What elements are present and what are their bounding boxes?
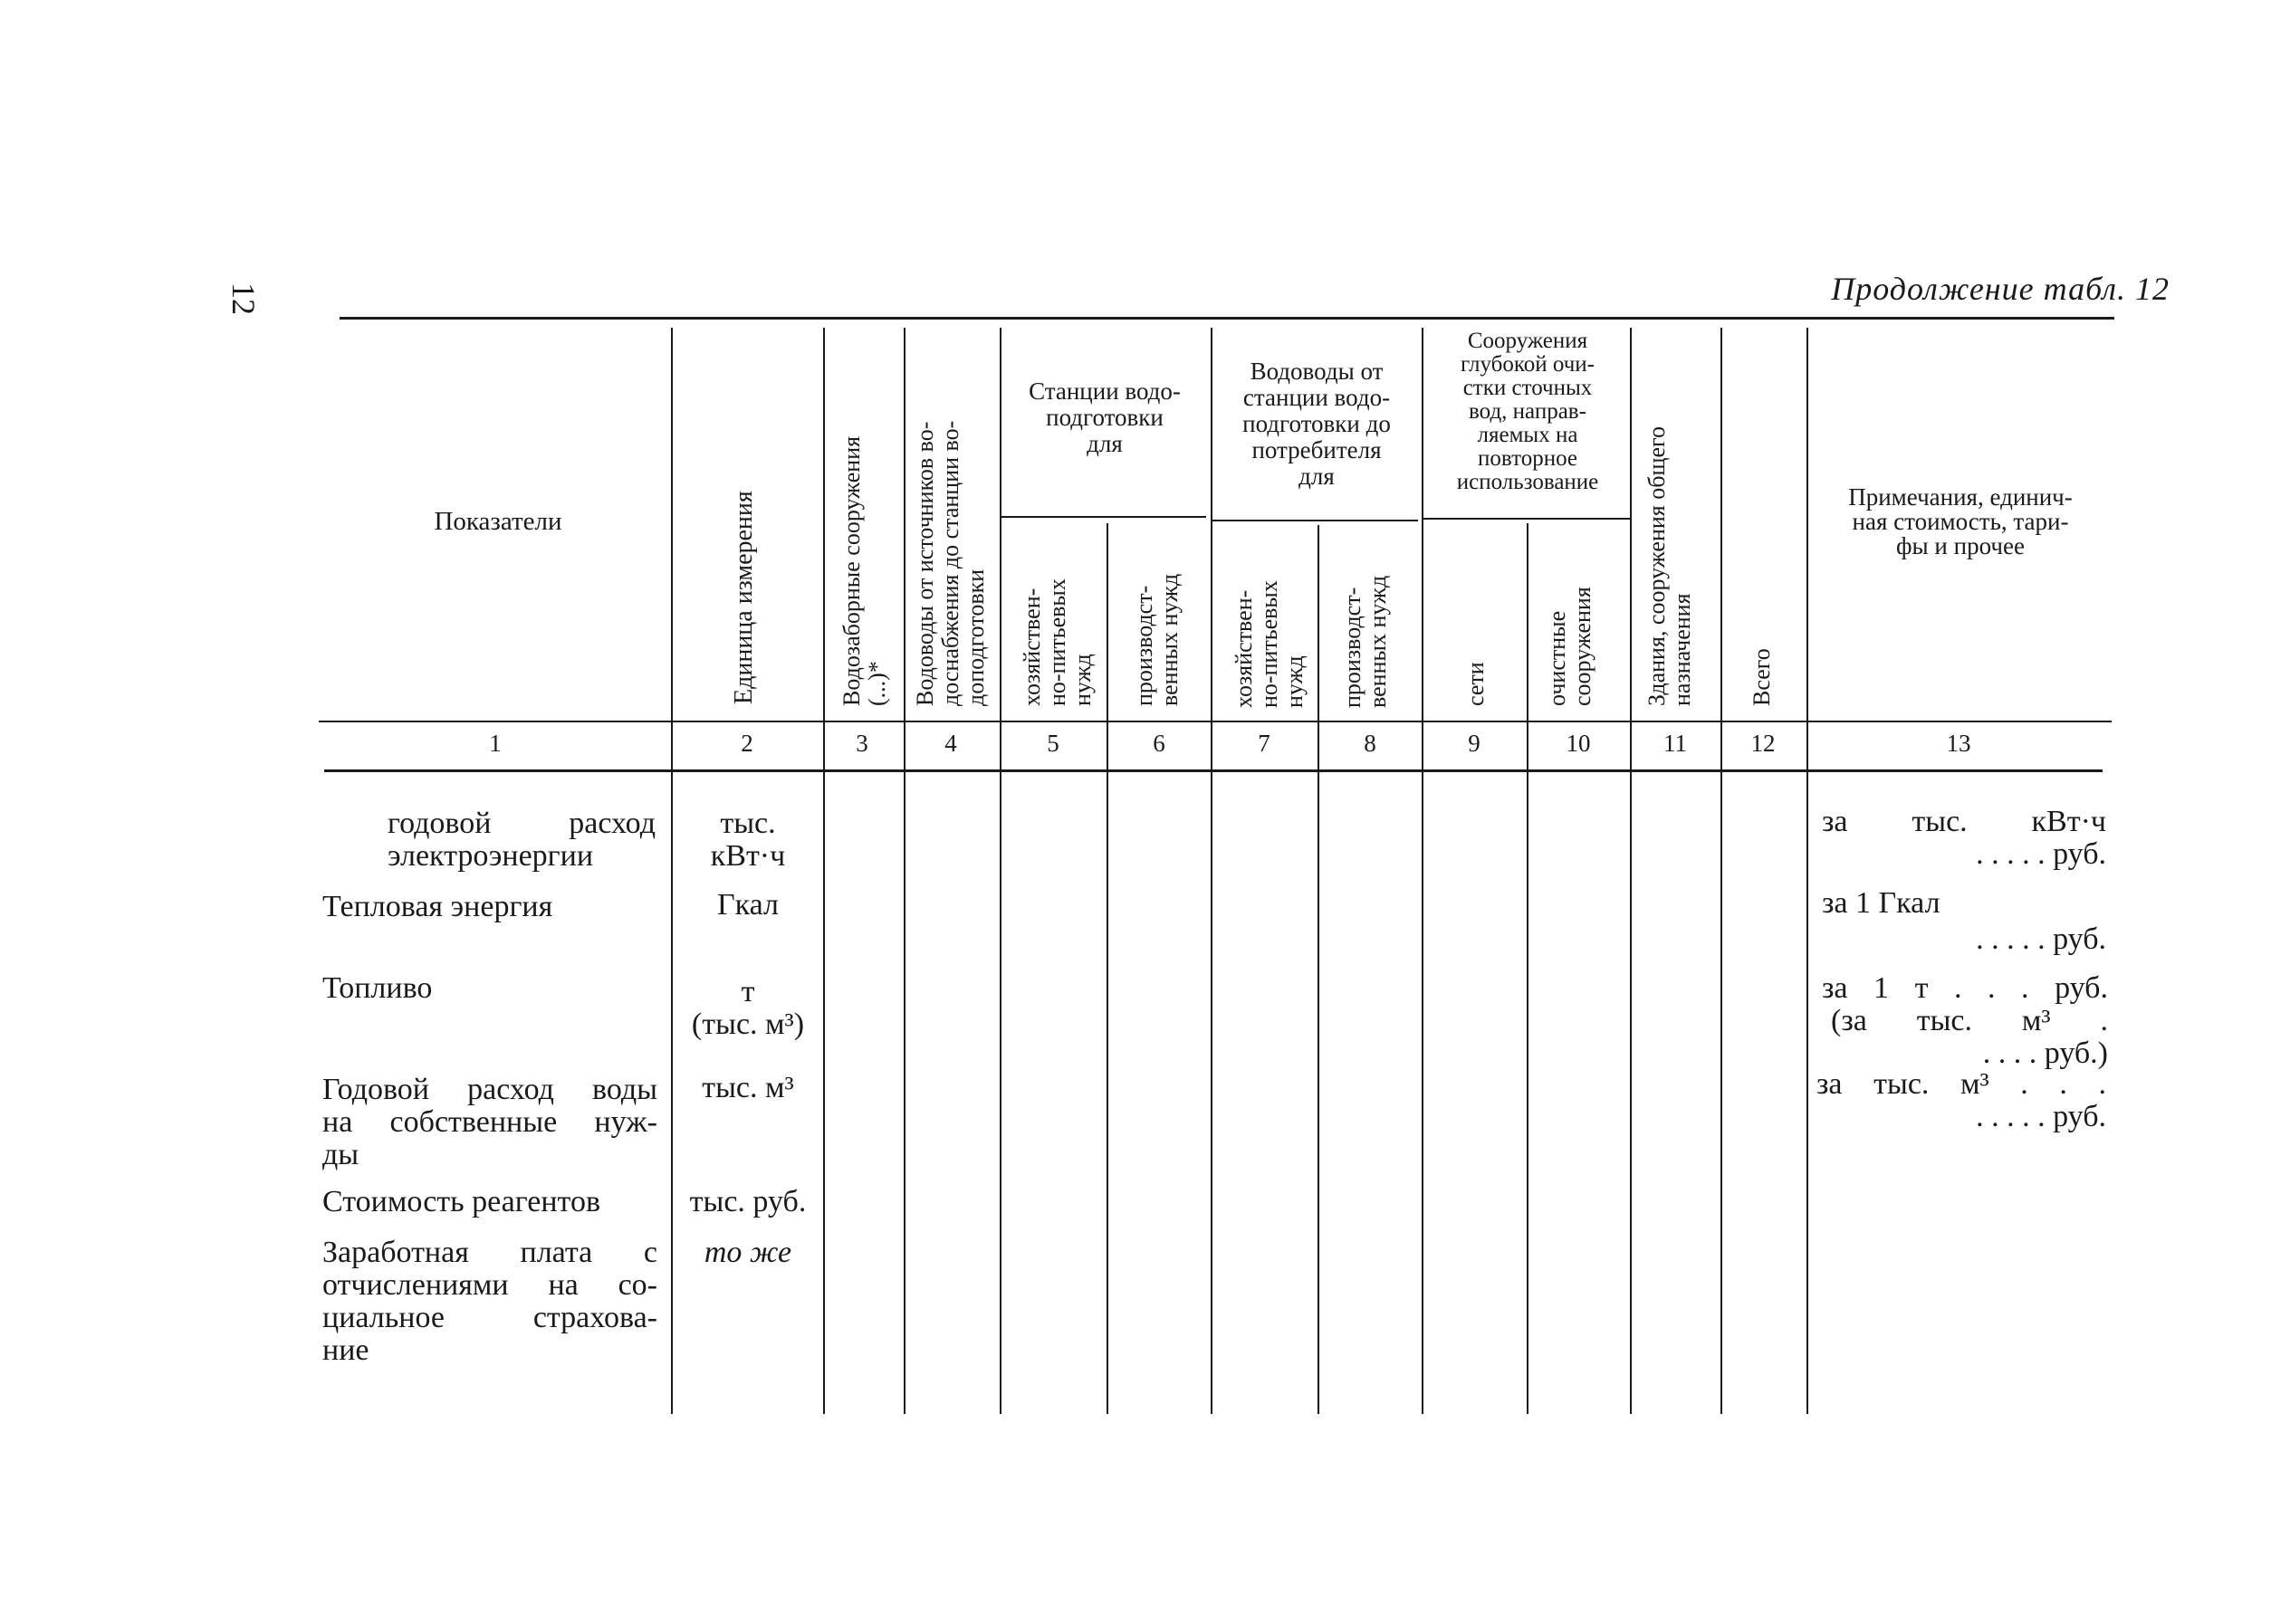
col-divider-7 — [1318, 525, 1319, 1414]
table-row-fuel-unit — [679, 976, 817, 1041]
group-9-10-rule — [1423, 518, 1630, 520]
header-col13-line1: Примечания, единич- — [1848, 483, 2073, 511]
row6-indicator-line3: циальное страхова- — [322, 1301, 657, 1334]
header-group-9-10-line2: глубокой очи- — [1461, 352, 1595, 377]
header-group-7-8-line1: Водоводы от — [1250, 358, 1384, 385]
row3-note-line2: (за тыс. м³ . — [1831, 1004, 2108, 1037]
col-divider-5 — [1107, 523, 1108, 1414]
table-caption: Продолжение табл. 12 — [1831, 271, 2170, 307]
header-group-7-8-line3: подготовки до — [1242, 410, 1391, 437]
column-number-8: 8 — [1364, 730, 1376, 757]
header-group-9-10-line3: стки сточных — [1462, 376, 1593, 400]
column-number-3: 3 — [856, 730, 868, 757]
header-col5-line3: нужд — [1069, 654, 1096, 706]
header-unit: Единица измерения — [730, 491, 758, 704]
header-col11 — [1644, 342, 1695, 706]
header-group-7-8-line4: потребителя — [1251, 436, 1382, 463]
header-group-5-6-line1: Станции водо- — [1029, 377, 1181, 405]
header-group-5-6-line2: подготовки — [1046, 404, 1164, 431]
table-top-rule — [340, 317, 2114, 320]
header-col10 — [1545, 554, 1595, 706]
group-5-6-rule — [1001, 516, 1206, 518]
row1-unit-line2: кВт·ч — [710, 839, 786, 873]
column-number-4: 4 — [944, 730, 957, 757]
table-row-reagents-unit: тыс. руб. — [689, 1185, 807, 1218]
column-number-10: 10 — [1566, 730, 1591, 757]
col-divider-12 — [1806, 328, 1808, 1414]
col-divider-8 — [1422, 328, 1423, 1414]
header-col5-line2: но-питьевых — [1044, 578, 1070, 706]
header-group-9-10-line5: ляемых на — [1477, 423, 1578, 447]
header-col6-line1: производст- — [1131, 585, 1157, 706]
header-col12-total: Всего — [1749, 648, 1775, 706]
table-row-heat-note — [1822, 887, 2106, 956]
header-group-9-10-line6: повторное — [1478, 446, 1577, 471]
header-group-9-10-line7: использование — [1456, 470, 1599, 494]
header-col11-line2: назначения — [1669, 593, 1695, 706]
row1-unit-line1: тыс. — [720, 807, 776, 840]
table-row-fuel-indicator: Топливо — [322, 971, 433, 1005]
row6-indicator-line2: отчислениями на со- — [322, 1268, 657, 1302]
header-group-treatment-stations — [1005, 378, 1204, 457]
header-group-9-10-line1: Сооружения — [1467, 329, 1588, 353]
header-water-intake-line1: Водозаборные сооружения — [838, 435, 865, 706]
column-number-9: 9 — [1468, 730, 1480, 757]
table-row-water-own-note — [1816, 1068, 2106, 1133]
row3-note-line3: . . . . руб.) — [1982, 1036, 2108, 1070]
col-divider-4 — [1000, 328, 1001, 1414]
header-col8 — [1340, 541, 1391, 708]
row6-indicator-line4: ние — [322, 1333, 369, 1367]
table-row-wages-unit: то же — [704, 1236, 792, 1269]
header-col11-line1: Здания, сооружения общего — [1643, 425, 1670, 706]
row2-note-line2: . . . . . руб. — [1976, 922, 2106, 956]
row3-unit-line1: т — [741, 975, 755, 1008]
header-col4-line1: Водоводы от источников во- — [912, 421, 938, 706]
row6-indicator-line1: Заработная плата с — [322, 1236, 657, 1269]
header-col5 — [1020, 545, 1096, 706]
header-bottom-rule — [319, 721, 2112, 722]
header-group-5-6-line3: для — [1087, 430, 1123, 457]
header-indicators: Показатели — [434, 507, 562, 536]
table-row-heat-indicator: Тепловая энергия — [322, 890, 553, 923]
header-col6 — [1132, 540, 1183, 706]
table-row-electricity-unit — [685, 807, 811, 873]
header-col6-line2: венных нужд — [1156, 573, 1183, 706]
row4-note-line2: . . . . . руб. — [1976, 1100, 2106, 1133]
table-row-water-own-indicator — [322, 1074, 657, 1171]
header-col7-line2: но-питьевых — [1256, 580, 1282, 708]
header-col8-line2: венных нужд — [1365, 575, 1391, 708]
header-water-intake — [839, 366, 890, 706]
page-number: 12 — [225, 282, 262, 315]
col-divider-9 — [1527, 523, 1528, 1414]
table-row-reagents-indicator: Стоимость реагентов — [322, 1185, 600, 1218]
row3-note-line1: за 1 т . . . руб. — [1822, 971, 2108, 1005]
table-row-electricity-indicator — [388, 807, 656, 873]
header-col13-line3: фы и прочее — [1896, 532, 2025, 559]
row4-indicator-line2: на собственные нуж- — [322, 1105, 657, 1139]
header-col10-line2: сооружения — [1569, 587, 1595, 706]
column-number-11: 11 — [1663, 730, 1687, 757]
table-row-heat-unit: Гкал — [716, 888, 780, 922]
header-col4-line3: доподготовки — [963, 568, 989, 706]
header-water-intake-line2: (...)* — [864, 661, 890, 706]
numbers-bottom-rule — [324, 769, 2103, 772]
header-group-7-8-line5: для — [1298, 463, 1335, 490]
col-divider-2 — [823, 328, 825, 1414]
table-row-water-own-unit: тыс. м³ — [702, 1071, 794, 1104]
col-divider-1 — [671, 328, 673, 1414]
row4-note-line1: за тыс. м³ . . . — [1816, 1067, 2106, 1101]
header-col13-line2: ная стоимость, тари- — [1852, 508, 2069, 535]
col-divider-10 — [1630, 328, 1632, 1414]
col-divider-6 — [1211, 328, 1212, 1414]
header-col7-line1: хозяйствен- — [1231, 589, 1257, 708]
header-col7-line3: нужд — [1281, 655, 1308, 708]
header-group-conduits-consumer — [1213, 358, 1420, 490]
group-7-8-rule — [1212, 520, 1418, 521]
header-water-conduits-source — [913, 335, 989, 706]
column-number-6: 6 — [1153, 730, 1165, 757]
header-col8-line1: производст- — [1339, 587, 1365, 708]
col-divider-11 — [1720, 328, 1722, 1414]
column-number-1: 1 — [489, 730, 502, 757]
column-number-5: 5 — [1047, 730, 1059, 757]
header-group-deep-treatment — [1425, 330, 1630, 494]
row1-note-line2: . . . . . руб. — [1976, 837, 2106, 871]
header-group-7-8-line2: станции водо- — [1242, 384, 1391, 411]
table-row-wages-indicator — [322, 1237, 657, 1367]
column-number-2: 2 — [741, 730, 753, 757]
row4-indicator-line3: ды — [322, 1138, 359, 1171]
row3-unit-line2: (тыс. м³) — [691, 1008, 805, 1041]
column-number-12: 12 — [1750, 730, 1776, 757]
row1-indicator-line2: электроэнергии — [388, 839, 594, 873]
header-col7 — [1231, 549, 1308, 708]
column-number-13: 13 — [1946, 730, 1971, 757]
header-col5-line1: хозяйствен- — [1019, 588, 1045, 706]
col-divider-3 — [904, 328, 906, 1414]
table-row-fuel-note — [1822, 972, 2108, 1070]
header-col9-networks: сети — [1462, 662, 1489, 706]
column-number-7: 7 — [1258, 730, 1270, 757]
header-col10-line1: очистные — [1544, 610, 1570, 706]
row2-note-line1: за 1 Гкал — [1822, 886, 1940, 920]
table-row-electricity-note — [1822, 806, 2106, 871]
header-group-9-10-line4: вод, направ- — [1469, 399, 1586, 424]
row1-indicator-line1: годовой расход — [388, 807, 656, 840]
row4-indicator-line1: Годовой расход воды — [322, 1073, 657, 1106]
row1-note-line1: за тыс. кВт·ч — [1822, 805, 2106, 838]
header-col4-line2: доснабжения до станции во- — [937, 420, 963, 706]
header-col13-notes — [1816, 485, 2105, 559]
